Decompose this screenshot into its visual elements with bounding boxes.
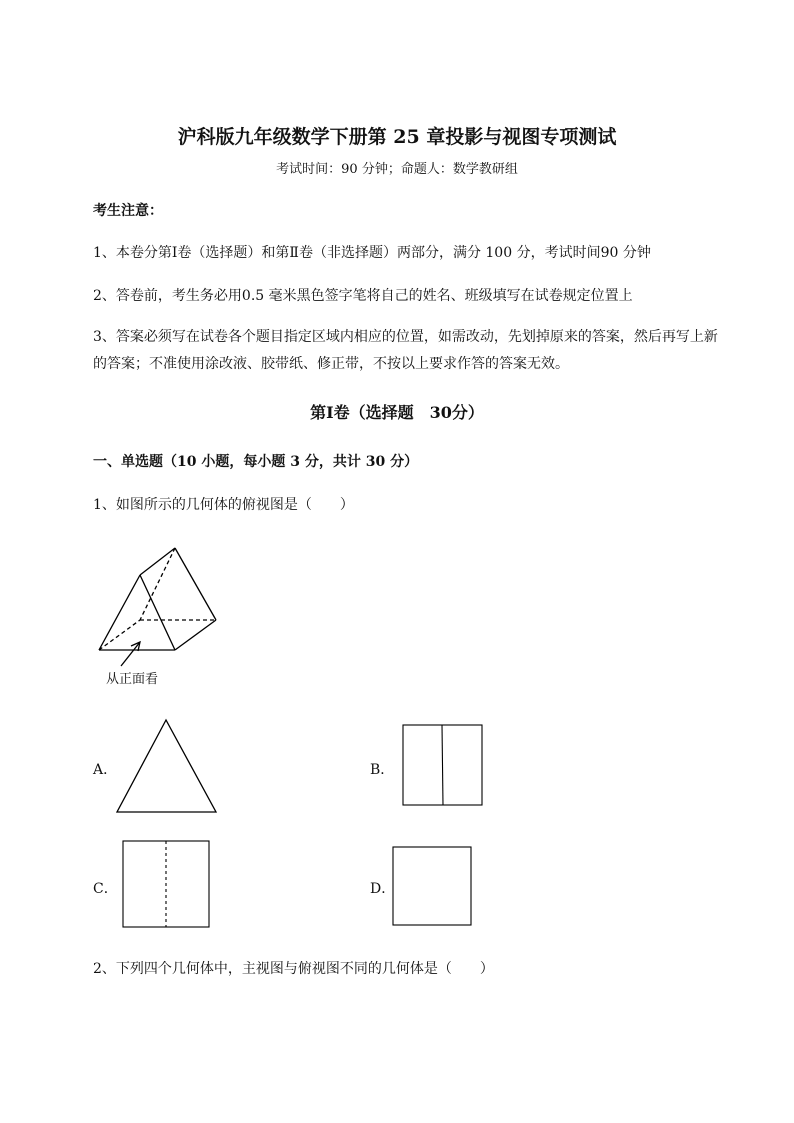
option-a-label[interactable]: A．: [93, 762, 118, 778]
document-title: 沪科版九年级数学下册第 25 章投影与视图专项测试: [177, 126, 617, 148]
notice-heading: 考生注意：: [93, 203, 163, 219]
figure-caption: 从正面看: [106, 672, 159, 687]
notice-item-1: 1、本卷分第Ⅰ卷（选择题）和第Ⅱ卷（非选择题）两部分，满分 100 分，考试时间90 分钟: [93, 245, 651, 261]
question-2-text: 2、下列四个几何体中，主视图与俯视图不同的几何体是（ ）: [93, 961, 494, 977]
notice-item-3: 3、答案必须写在试卷各个题目指定区域内相应的位置，如需改动，先划掉原来的答案，然后再写上新: [93, 329, 718, 345]
option-b-label[interactable]: B．: [370, 762, 395, 778]
section-title: 第Ⅰ卷（选择题 30分）: [310, 403, 484, 422]
notice-item-3-continued: 的答案；不准使用涂改液、胶带纸、修正带，不按以上要求作答的答案无效。: [93, 356, 569, 372]
notice-item-2: 2、答卷前，考生务必用0.5 毫米黑色签字笔将自己的姓名、班级填写在试卷规定位置上: [93, 288, 633, 304]
part-title: 一、单选题（10 小题，每小题 3 分，共计 30 分）: [93, 454, 419, 470]
option-d-label[interactable]: D．: [370, 881, 396, 897]
question-1-text: 1、如图所示的几何体的俯视图是（ ）: [93, 497, 354, 513]
option-c-label[interactable]: C．: [93, 881, 118, 897]
document-subtitle: 考试时间：90 分钟；命题人：数学教研组: [276, 162, 518, 177]
